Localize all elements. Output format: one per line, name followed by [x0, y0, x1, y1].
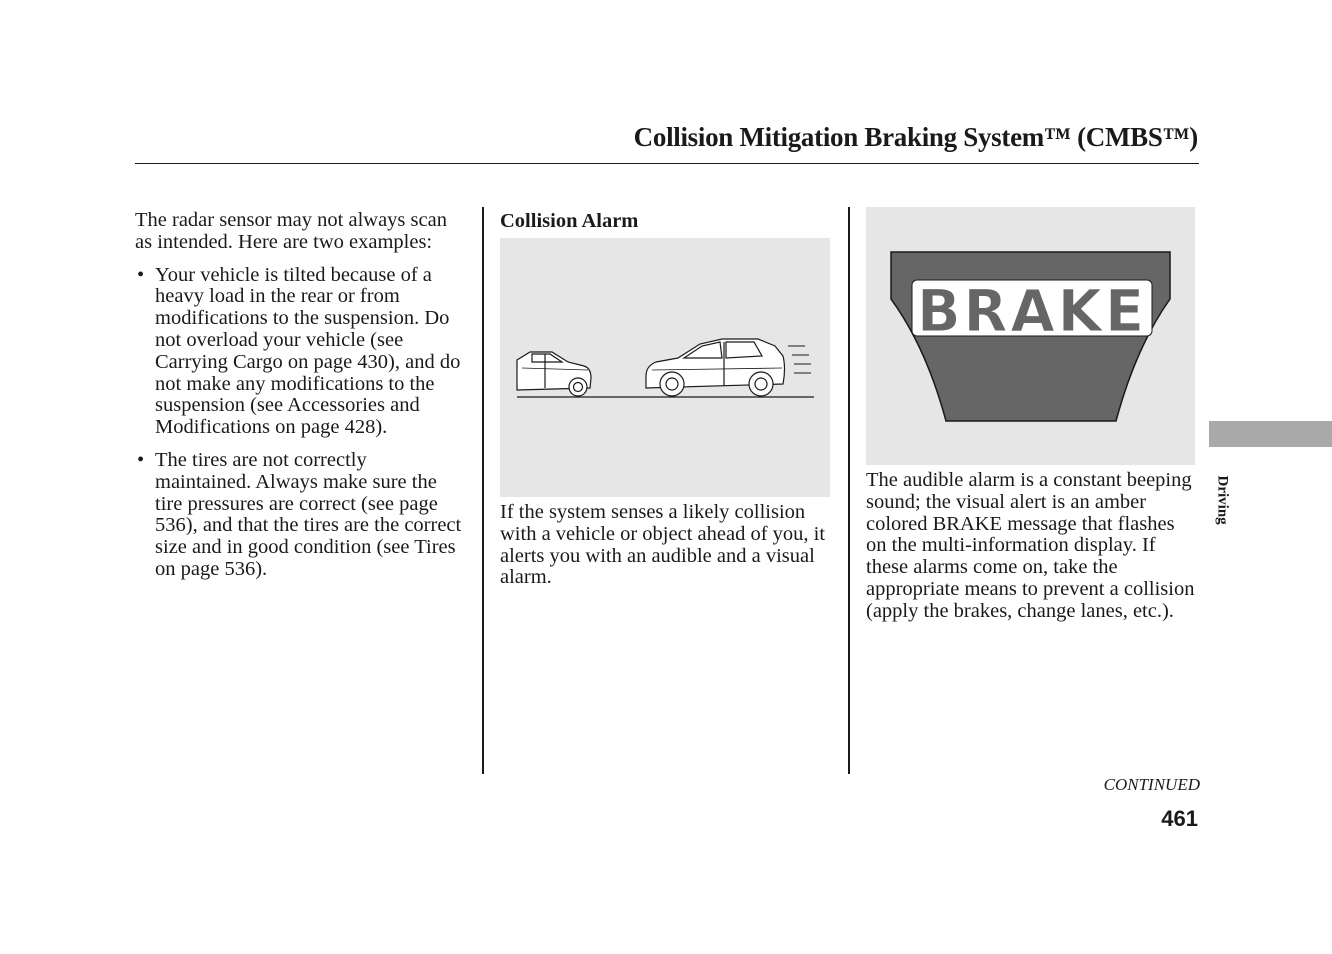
- collision-illustration: [500, 238, 830, 497]
- bullet-item: [135, 265, 465, 439]
- continued-label: CONTINUED: [1103, 775, 1200, 794]
- column-divider-2: [848, 207, 850, 774]
- bullet-list: [135, 265, 465, 581]
- cars-illustration: [500, 238, 830, 497]
- bullet-icon: •: [137, 263, 145, 286]
- column-divider-1: [482, 207, 484, 774]
- intro-paragraph: The radar sensor may not always scan as intended. Here are two examples:: [135, 209, 447, 253]
- collision-caption: If the system senses a likely collision with a vehicle or object ahead of you, it alerts you with an audible and a visual alarm.: [500, 501, 826, 589]
- bullet-text: The tires are not correctly maintained. Always make sure the tire pressures are correct (see page 536), and that the tires are the correct size and in good condition (see Tires on page 536).: [155, 448, 462, 580]
- alarm-caption: The audible alarm is a constant beeping sound; the visual alert is an amber colored BRAKE message that flashes on the multi-information display. If these alarms come on, take the appropriate means to prevent a collision (apply the brakes, change lanes, etc.).: [866, 469, 1195, 622]
- bullet-icon: •: [137, 448, 145, 471]
- section-tab: [1209, 421, 1332, 447]
- motion-lines-icon: [788, 346, 811, 373]
- column-1: [135, 210, 465, 592]
- sedan-icon: [517, 352, 591, 396]
- bullet-item: [135, 450, 465, 581]
- title-rule: [135, 163, 1199, 164]
- column-3: [866, 207, 1196, 623]
- section-heading: Collision Alarm: [500, 210, 639, 232]
- brake-display-illustration: [866, 207, 1195, 465]
- suv-icon: [646, 339, 785, 396]
- page-title: Collision Mitigation Braking System™ (CMBS™): [633, 122, 1198, 152]
- page-number: 461: [1161, 806, 1198, 831]
- bullet-text: Your vehicle is tilted because of a heavy load in the rear or from modifications to the suspension. Do not overload your vehicle (see Carrying Cargo on page 430), and do not make any modifications to the suspension (see Accessories and Modifications on page 428).: [155, 263, 461, 439]
- brake-display-icon: [866, 207, 1195, 465]
- column-2: [500, 210, 834, 589]
- section-tab-label: Driving: [1214, 475, 1231, 525]
- brake-text: BRAKE: [917, 277, 1147, 345]
